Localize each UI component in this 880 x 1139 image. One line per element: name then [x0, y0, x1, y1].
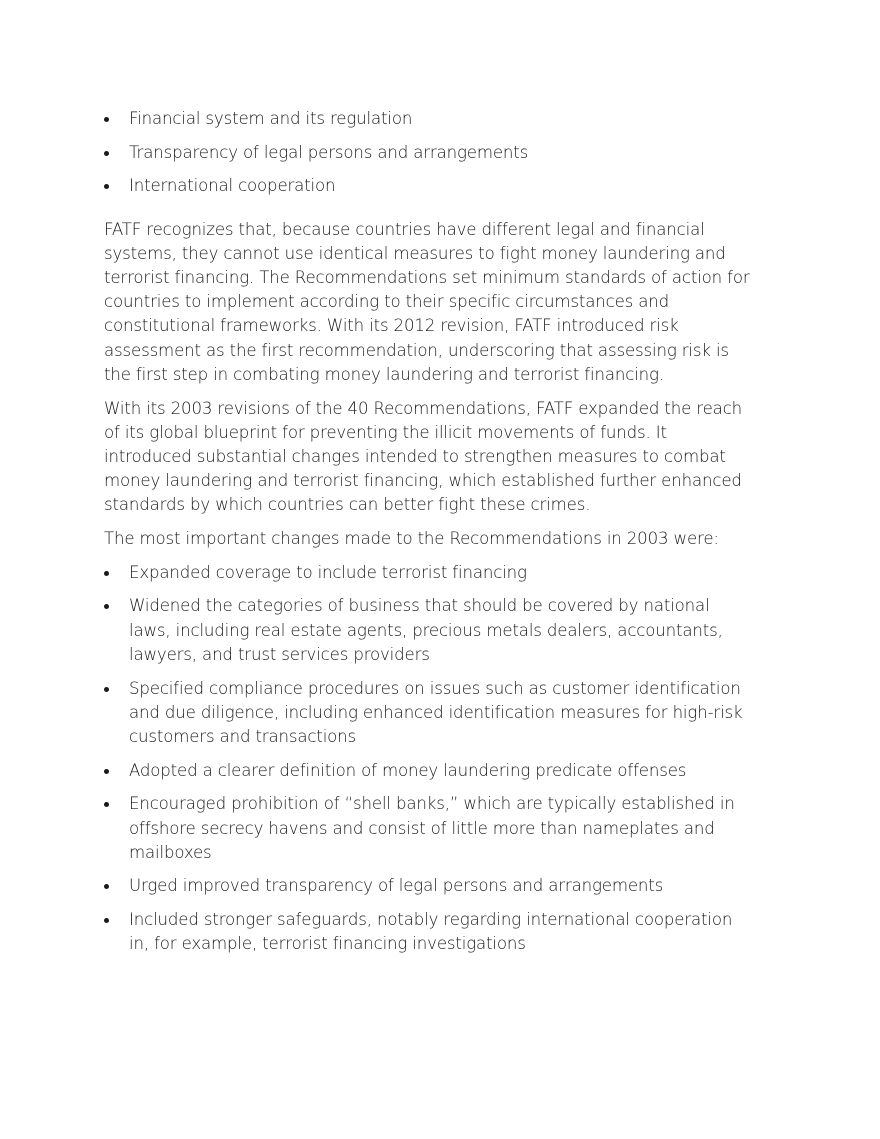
list-item [104, 107, 754, 131]
bullet-icon [104, 184, 109, 189]
paragraph-changes-intro: The most important changes made to the Recommendations in 2003 were: [104, 529, 719, 549]
bullet-icon [104, 571, 109, 576]
list-item-text: Included stronger safeguards, notably regarding international cooperation in, for example, terrorist financing investigations [129, 910, 733, 954]
list-item [104, 677, 754, 750]
list-item [104, 174, 754, 198]
bullet-icon [104, 687, 109, 692]
document-page [104, 107, 754, 957]
list-item [104, 759, 754, 783]
list-item [104, 561, 754, 585]
bullet-icon [104, 802, 109, 807]
list-item [104, 908, 754, 956]
list-item [104, 792, 754, 865]
bullet-icon [104, 769, 109, 774]
bullet-icon [104, 117, 109, 122]
bullet-list-topics [104, 107, 754, 199]
paragraph-risk-assessment: FATF recognizes that, because countries have different legal and financial systems, they cannot use identical measures to fight money laundering and terrorist financing. The Recommendations set minimum standards of action for countries to implement according to their specific circumstances and constitutional frameworks. With its 2012 revision, FATF introduced risk assessment as the first recommendation, underscoring that assessing risk is the first step in combating money laundering and terrorist financing. [104, 219, 750, 384]
list-item-text: Expanded coverage to include terrorist financing [129, 562, 527, 582]
list-item-text: Adopted a clearer definition of money laundering predicate offenses [129, 760, 687, 780]
list-item [104, 594, 754, 667]
list-item-text: Encouraged prohibition of “shell banks,” which are typically established in offshore secrecy havens and consist of little more than nameplates and mailboxes [129, 794, 735, 862]
list-item-text: Urged improved transparency of legal persons and arrangements [129, 876, 664, 896]
bullet-list-changes [104, 561, 754, 957]
list-item [104, 141, 754, 165]
list-item-text: Specified compliance procedures on issues such as customer identification and due diligence, including enhanced identification measures for high-risk customers and transactions [129, 678, 743, 746]
list-item-text: Transparency of legal persons and arrangements [129, 142, 529, 162]
bullet-icon [104, 604, 109, 609]
list-item-text: Financial system and its regulation [129, 109, 413, 128]
bullet-icon [104, 884, 109, 889]
bullet-icon [104, 151, 109, 156]
list-item-text: Widened the categories of business that should be covered by national laws, including real estate agents, precious metals dealers, accountants, lawyers, and trust services providers [129, 596, 723, 664]
bullet-icon [104, 918, 109, 923]
list-item [104, 874, 754, 898]
paragraph-2003-revisions: With its 2003 revisions of the 40 Recommendations, FATF expanded the reach of its global blueprint for preventing the illicit movements of funds. It introduced substantial changes intended to strengthen measures to combat money laundering and terrorist financing, which established further enhanced standards by which countries can better fight these crimes. [104, 398, 743, 515]
list-item-text: International cooperation [129, 176, 336, 196]
